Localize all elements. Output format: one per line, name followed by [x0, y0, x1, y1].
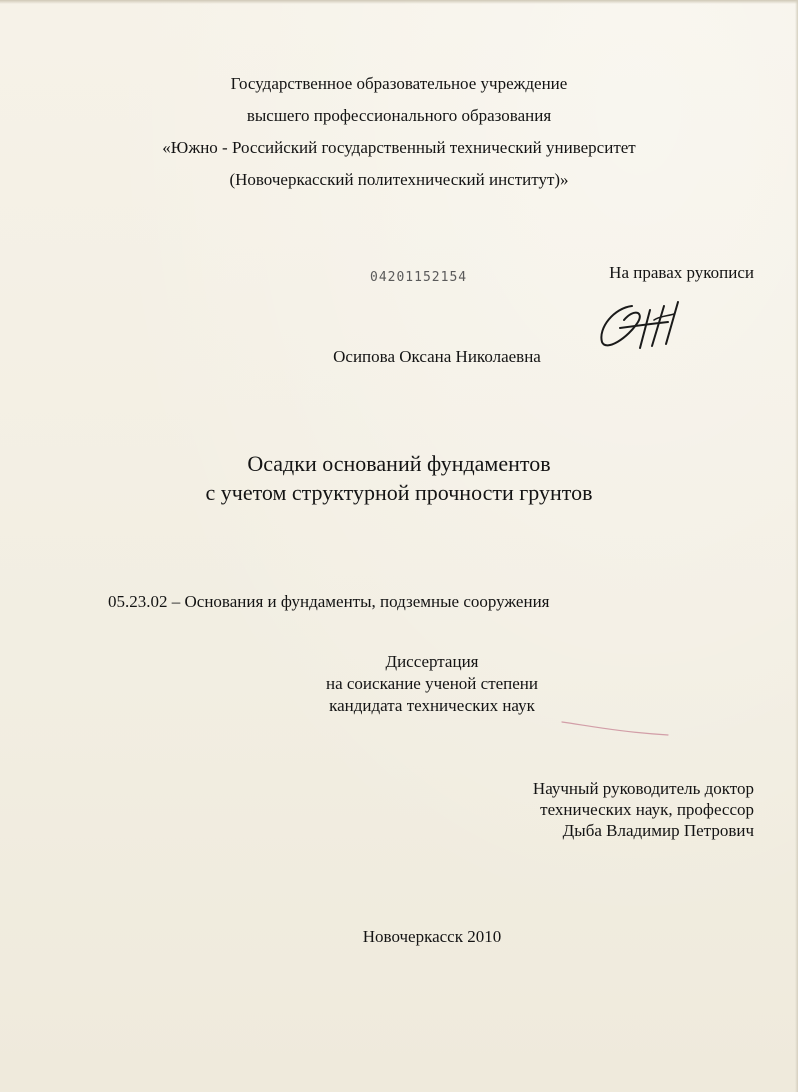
institution-line-3: «Южно - Российский государственный технический университет [162, 138, 636, 157]
supervisor-name: Дыба Владимир Петрович [562, 821, 754, 840]
manuscript-rights-note: На правах рукописи [609, 263, 754, 282]
pen-mark-stroke [560, 716, 670, 738]
author-name: Осипова Оксана Николаевна [333, 347, 541, 366]
dissertation-type-line-3: кандидата технических наук [329, 696, 535, 715]
supervisor-line-2: технических наук, профессор [540, 800, 754, 819]
dissertation-title-line-1: Осадки оснований фундаментов [247, 451, 551, 476]
specialty-code: 05.23.02 – Основания и фундаменты, подземные сооружения [108, 592, 550, 611]
institution-line-4: (Новочеркасский политехнический институт)» [229, 170, 569, 189]
dissertation-type-line-2: на соискание ученой степени [325, 674, 539, 693]
signature-icon [594, 298, 684, 352]
city-year: Новочеркасск 2010 [362, 927, 502, 946]
dissertation-title-line-2: с учетом структурной прочности грунтов [205, 480, 593, 505]
dissertation-type-line-1: Диссертация [385, 652, 479, 671]
supervisor-line-1: Научный руководитель доктор [532, 779, 754, 798]
scan-edge-top [0, 0, 798, 4]
institution-line-1: Государственное образовательное учреждение [230, 74, 568, 93]
institution-line-2: высшего профессионального образования [246, 106, 552, 125]
inventory-number: 04201152154 [370, 270, 468, 285]
